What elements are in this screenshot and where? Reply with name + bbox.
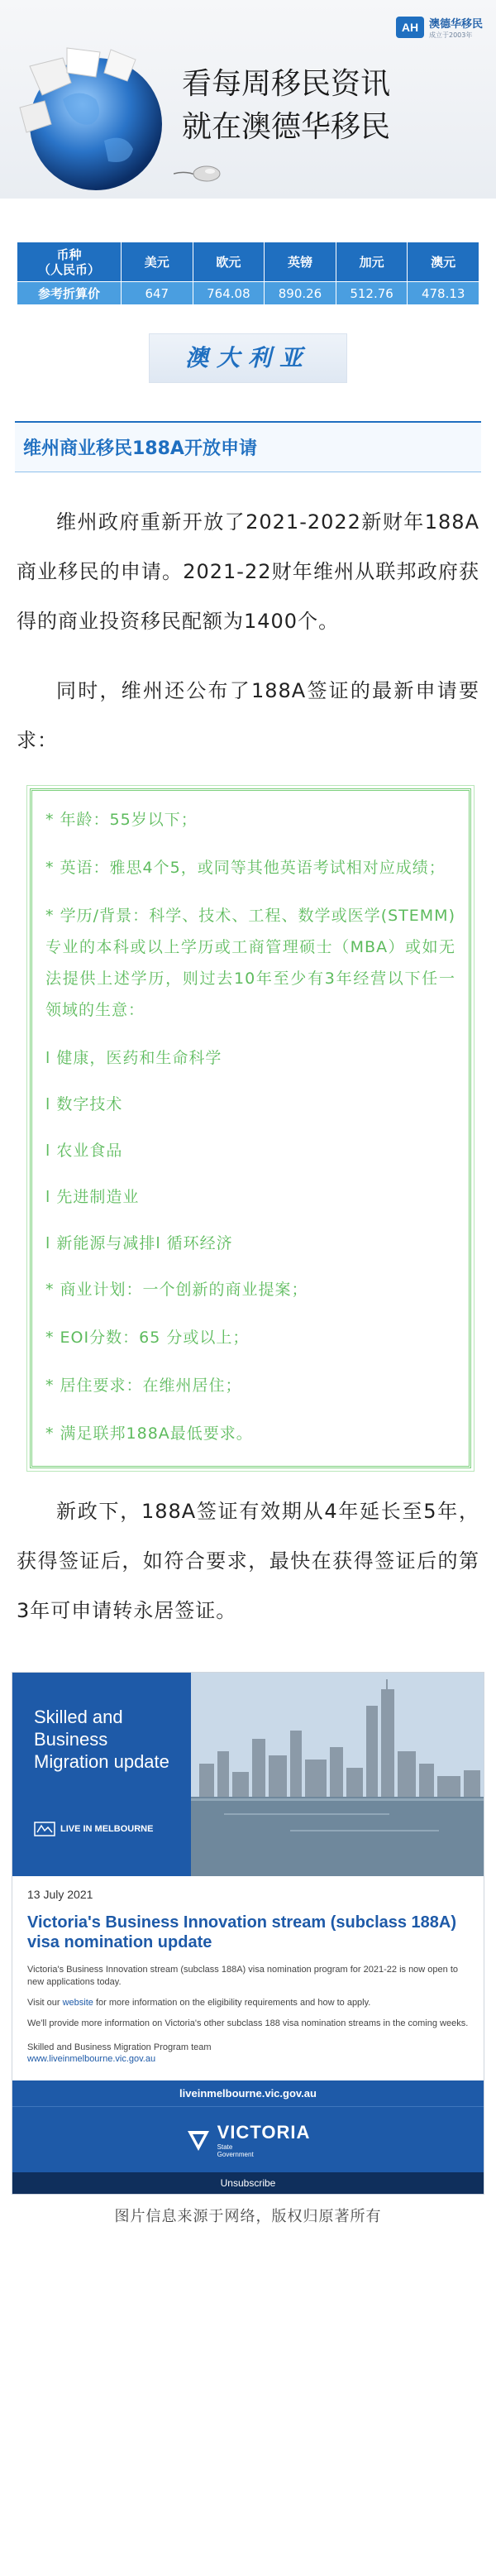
requirement-item: * 满足联邦188A最低要求。 bbox=[45, 1424, 253, 1443]
rate-header-cell: 美元 bbox=[122, 242, 193, 282]
email-hero bbox=[12, 1673, 484, 1876]
rate-value-row bbox=[17, 282, 479, 305]
rate-header-cell: 澳元 bbox=[408, 242, 479, 282]
victoria-triangle-icon bbox=[186, 2128, 211, 2152]
requirement-item: * 学历/背景：科学、技术、工程、数学或医学(STEMM)专业的本科或以上学历或工商管理硕士（MBA）或如无法提供上述学历，则过去10年至少有3年经营以下任一领域的生意： bbox=[45, 907, 455, 1019]
rate-header-cell: 英镑 bbox=[265, 242, 336, 282]
requirement-subitem: l 先进制造业 bbox=[45, 1188, 140, 1206]
email-paragraph: Victoria's Business Innovation stream (subclass 188A) visa nomination program for 2021-22 is now open to new applications today. bbox=[27, 1965, 459, 1987]
victoria-sub-2: Government bbox=[217, 2150, 254, 2158]
paragraph-intro: 维州政府重新开放了2021-2022新财年188A商业移民的申请。2021-22财年维州从联邦政府获得的商业投资移民配额为1400个。 bbox=[17, 510, 479, 633]
unsubscribe-link[interactable]: Unsubscribe bbox=[12, 2172, 484, 2194]
email-signature: Skilled and Business Migration Program team bbox=[27, 2042, 212, 2052]
paragraph-policy-change: 新政下，188A签证有效期从4年延长至5年，获得签证后，如符合要求，最快在获得签证后的第3年可申请转永居签证。 bbox=[17, 1500, 479, 1622]
computer-mouse-icon bbox=[174, 159, 223, 184]
melbourne-skyline-image bbox=[191, 1673, 484, 1876]
requirement-item: * 商业计划：一个创新的商业提案； bbox=[45, 1281, 308, 1299]
rate-value-cell: 890.26 bbox=[265, 282, 336, 305]
headline-line-2: 就在澳德华移民 bbox=[182, 110, 391, 144]
requirement-item: * 年龄：55岁以下； bbox=[45, 811, 198, 829]
email-hero-panel bbox=[12, 1673, 191, 1876]
victoria-government-logo bbox=[12, 2106, 484, 2172]
victoria-name: VICTORIA bbox=[217, 2121, 311, 2143]
paragraph-requirements-intro: 同时，维州还公布了188A签证的最新申请要求： bbox=[17, 679, 479, 752]
rate-header-cell: 加元 bbox=[336, 242, 408, 282]
email-text: for more information on the eligibility requirements and how to apply. bbox=[93, 1998, 371, 2008]
requirement-item: * 居住要求：在维州居住； bbox=[45, 1377, 242, 1395]
victoria-sub-1: State bbox=[217, 2143, 233, 2151]
email-date: 13 July 2021 bbox=[27, 1888, 93, 1901]
country-title: 澳大利亚 bbox=[149, 333, 347, 383]
requirement-item: * 英语：雅思4个5，或同等其他英语考试相对应成绩； bbox=[45, 859, 446, 877]
currency-header-cell: 币种 （人民币） bbox=[17, 242, 122, 282]
rate-value-cell: 478.13 bbox=[408, 282, 479, 305]
company-logo[interactable] bbox=[396, 15, 483, 40]
signature-url-link[interactable]: www.liveinmelbourne.vic.gov.au bbox=[27, 2054, 156, 2064]
section-title: 维州商业移民188A开放申请 bbox=[23, 438, 257, 459]
email-heading: Victoria's Business Innovation stream (subclass 188A) visa nomination update bbox=[27, 1913, 457, 1951]
rate-value-cell: 764.08 bbox=[193, 282, 265, 305]
section-title-bar bbox=[15, 421, 481, 472]
email-paragraph-with-link bbox=[27, 1997, 469, 2009]
banner-headline bbox=[182, 63, 390, 149]
email-hero-title: Skilled and Business Migration update bbox=[34, 1707, 169, 1772]
logo-mark: AH bbox=[396, 17, 424, 38]
footer-url-link[interactable]: liveinmelbourne.vic.gov.au bbox=[12, 2080, 484, 2106]
exchange-rate-table bbox=[17, 242, 479, 305]
rate-header-cell: 欧元 bbox=[193, 242, 265, 282]
requirement-subitem: l 新能源与减排l 循环经济 bbox=[45, 1234, 233, 1252]
skyline-illustration bbox=[191, 1673, 484, 1876]
globe-puzzle-icon bbox=[13, 33, 179, 199]
email-body bbox=[12, 1876, 484, 2072]
rate-header-row bbox=[17, 242, 479, 282]
rate-row-label: 参考折算价 bbox=[17, 282, 122, 305]
logo-name: 澳德华移民 bbox=[428, 18, 483, 31]
rate-value-cell: 512.76 bbox=[336, 282, 408, 305]
headline-line-1: 看每周移民资讯 bbox=[182, 67, 391, 101]
email-paragraph: We'll provide more information on Victoria's other subclass 188 visa nomination streams in the coming weeks. bbox=[27, 2018, 469, 2028]
requirement-item: * EOI分数：65 分或以上； bbox=[45, 1329, 250, 1347]
requirement-subitem: l 健康，医药和生命科学 bbox=[45, 1049, 222, 1067]
logo-subtitle: 成立于2003年 bbox=[428, 31, 473, 39]
rate-value-cell: 647 bbox=[122, 282, 193, 305]
email-text: Visit our bbox=[27, 1998, 63, 2008]
image-source-footnote: 图片信息来源于网络，版权归原著所有 bbox=[114, 2208, 382, 2225]
header-banner bbox=[0, 0, 496, 199]
requirements-box bbox=[30, 788, 471, 1468]
requirement-subitem: l 数字技术 bbox=[45, 1095, 123, 1113]
announcement-email-image bbox=[12, 1672, 484, 2195]
website-link[interactable]: website bbox=[62, 1998, 93, 2008]
live-in-melbourne-icon bbox=[34, 1822, 55, 1836]
live-in-melbourne-logo bbox=[34, 1822, 153, 1836]
requirement-subitem: l 农业食品 bbox=[45, 1142, 123, 1160]
live-in-melbourne-text: LIVE IN MELBOURNE bbox=[60, 1824, 154, 1834]
